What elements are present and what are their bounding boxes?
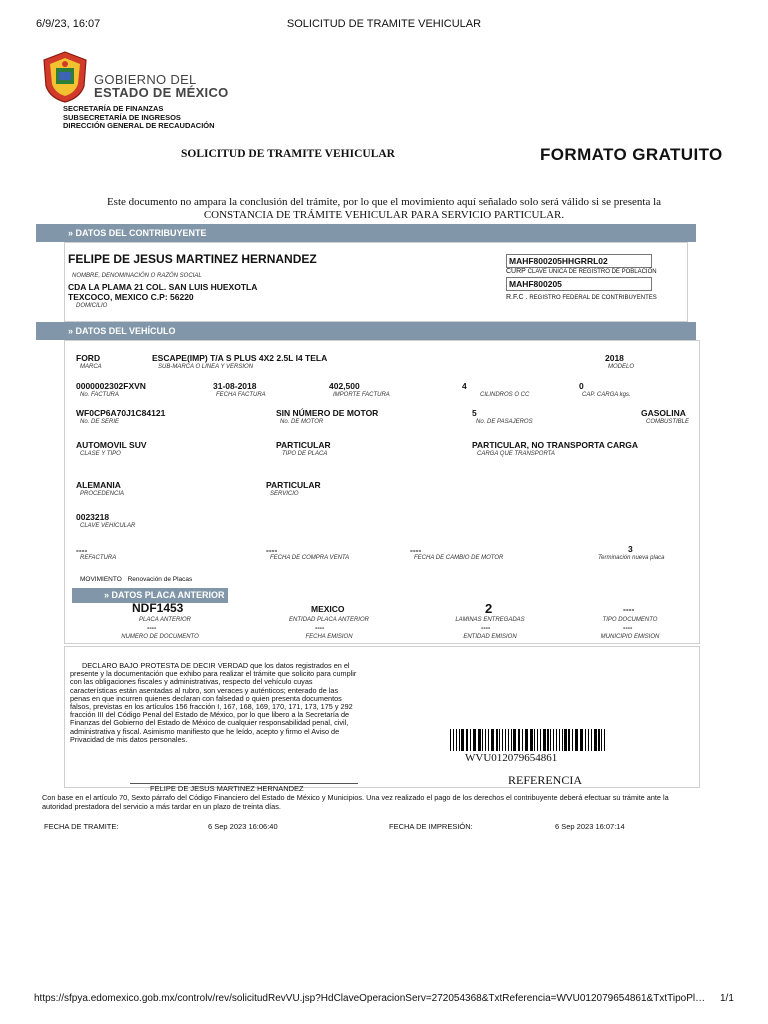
barcode-bar — [502, 729, 503, 751]
motor-label: No. DE MOTOR — [280, 419, 324, 425]
importe-value: 402,500 — [329, 381, 360, 391]
legal-line1: Con base en el artículo 70, Sexto párrafo del Código Financiero del Estado de México y Municipios. Una vez realizado el pago de los derechos el contribuyente deberá efectuar su trámite ante la — [42, 793, 669, 802]
contribuyente-nombre: FELIPE DE JESUS MARTINEZ HERNANDEZ — [68, 252, 317, 266]
declaracion-line: administrativa y fiscal. Asimismo manifiesto que he leído, acepto y firmo el Aviso de — [70, 726, 340, 736]
terminacion-label: Terminación nueva placa — [598, 555, 665, 561]
referencia-label: REFERENCIA — [508, 773, 583, 787]
barcode-bar — [470, 729, 471, 751]
curp-field: MAHF800205HHGRRL02 — [506, 254, 652, 268]
firma-nombre: FELIPE DE JESUS MARTINEZ HERNANDEZ — [150, 784, 304, 793]
motor-value: SIN NÚMERO DE MOTOR — [276, 408, 379, 418]
barcode-bar — [461, 729, 464, 751]
clase-value: AUTOMOVIL SUV — [76, 440, 147, 450]
section-title-placa: DATOS PLACA ANTERIOR — [111, 590, 225, 600]
document-title: SOLICITUD DE TRAMITE VEHICULAR — [181, 148, 395, 160]
clave-value: 0023218 — [76, 512, 110, 522]
print-page-title: SOLICITUD DE TRAMITE VEHICULAR — [286, 18, 482, 30]
declaracion-line: fracción III del Código Penal del Estado de México, por lo que libero a la Secretaría de — [70, 710, 350, 720]
movimiento-row — [80, 576, 192, 583]
barcode-value: WVU012079654861 — [465, 752, 558, 764]
rfc-field: MAHF800205 — [506, 277, 652, 291]
laminas-value: 2 — [485, 601, 493, 616]
movimiento-value: Renovación de Placas — [127, 576, 193, 583]
fecha-factura-label: FECHA FACTURA — [216, 392, 266, 398]
declaracion-line: falsos, previstas en los artículos 156 fracción I, 167, 168, 169, 170, 171, 173, 175 y 292 — [70, 702, 353, 712]
barcode-bar — [559, 729, 560, 751]
barcode-bar — [488, 729, 489, 751]
fecha-tramite-label: FECHA DE TRAMITE: — [44, 822, 119, 831]
declaracion-line: con las obligaciones fiscales y administrativas, respecto del vehículo cuyas — [70, 677, 313, 687]
barcode-bar — [482, 729, 483, 751]
barcode-bar — [553, 729, 554, 751]
barcode-bar — [604, 729, 605, 751]
placa-value: NDF1453 — [132, 601, 184, 615]
importe-label: IMPORTE FACTURA — [333, 392, 390, 398]
barcode-bar — [575, 729, 578, 751]
barcode-bar — [598, 729, 600, 751]
section-bar-contribuyente — [36, 224, 696, 242]
entidad-emision-value: ---- — [481, 625, 491, 632]
declaracion-line: características están asentadas al rubro, son veraces y auténticos; enterado de las — [70, 685, 339, 695]
fecha-emision-label: FECHA EMISION — [305, 634, 353, 640]
submarca-value: ESCAPE(IMP) T/A S PLUS 4X2 2.5L I4 TELA — [152, 353, 328, 363]
barcode-bar — [588, 729, 589, 751]
fecha-motor-value: ---- — [410, 545, 422, 555]
serie-label: No. DE SERIE — [80, 419, 120, 425]
rfc-label — [506, 294, 657, 301]
print-datetime: 6/9/23, 16:07 — [36, 18, 101, 30]
domicilio-label: DOMICILIO — [76, 303, 108, 309]
section-title-contribuyente: DATOS DEL CONTRIBUYENTE — [75, 228, 207, 238]
barcode-icon — [450, 729, 608, 751]
barcode-bar — [580, 729, 583, 751]
barcode-bar — [568, 729, 570, 751]
barcode-bar — [530, 729, 533, 751]
barcode-bar — [562, 729, 563, 751]
declaracion-line: Privacidad de mis datos personales. — [70, 734, 188, 744]
clave-label: CLAVE VEHICULAR — [80, 523, 136, 529]
barcode-bar — [540, 729, 541, 751]
tipo-placa-label: TIPO DE PLACA — [282, 451, 328, 457]
rfc-label-long: REGISTRO FEDERAL DE CONTRIBUYENTES — [529, 295, 657, 301]
declaracion-line: presente y la documentación que exhibo para realizar el trámite que solicito para cumplir — [70, 669, 357, 679]
barcode-bar — [456, 729, 457, 751]
combustible-label: COMBUSTIBLE — [646, 419, 690, 425]
laminas-label: LAMINAS ENTREGADAS — [455, 617, 525, 623]
fecha-impresion-label: FECHA DE IMPRESIÓN: — [389, 822, 473, 831]
legal-line2: autoridad prestadora del servicio a más tardar en un plazo de treinta días. — [42, 802, 281, 811]
barcode-bar — [591, 729, 592, 751]
fecha-emision-value: ---- — [315, 625, 325, 632]
barcode-bar — [525, 729, 528, 751]
domicilio-line2: TEXCOCO, MEXICO C.P: 56220 — [68, 292, 194, 302]
pasajeros-value: 5 — [472, 408, 477, 418]
factura-label: No. FACTURA — [80, 392, 119, 398]
procedencia-value: ALEMANIA — [76, 480, 121, 490]
clase-label: CLASE Y TIPO — [80, 451, 121, 457]
procedencia-label: PROCEDENCIA — [80, 491, 125, 497]
barcode-bar — [453, 729, 454, 751]
fecha-impresion-value: 6 Sep 2023 16:07:14 — [555, 822, 625, 831]
dependencia-2: SUBSECRETARÍA DE INGRESOS — [63, 112, 181, 122]
municipio-value: ---- — [623, 625, 633, 632]
curp-label — [506, 268, 657, 275]
num-doc-value: ---- — [147, 625, 157, 632]
curp-label-long: CLAVE UNICA DE REGISTRO DE POBLACIÓN — [527, 269, 657, 275]
barcode-bar — [534, 729, 535, 751]
logo-line1: GOBIERNO DEL — [94, 72, 197, 87]
barcode-bar — [550, 729, 551, 751]
logo-line2: ESTADO DE MÉXICO — [94, 85, 229, 100]
fecha-motor-label: FECHA DE CAMBIO DE MOTOR — [414, 555, 504, 561]
carga-transporta-value: PARTICULAR, NO TRANSPORTA CARGA — [472, 440, 639, 450]
dependencia-1: SECRETARÍA DE FINANZAS — [63, 104, 164, 113]
notice-line1: Este documento no ampara la conclusión del trámite, por lo que el movimiento aquí señalado solo será válido si se presenta la — [106, 196, 662, 208]
barcode-bar — [505, 729, 506, 751]
barcode-bar — [564, 729, 567, 751]
pasajeros-label: No. DE PASAJEROS — [476, 419, 533, 425]
fecha-tramite-value: 6 Sep 2023 16:06:40 — [208, 822, 278, 831]
num-doc-label: NUMERO DE DOCUMENTO — [121, 634, 199, 640]
modelo-label: MODELO — [608, 364, 635, 370]
declaracion-line: Finanzas del Gobierno del Estado de México de cualquier responsabilidad penal, civil, — [70, 718, 349, 728]
declaracion-text — [70, 662, 412, 744]
barcode-bar — [537, 729, 538, 751]
barcode-bar — [473, 729, 476, 751]
municipio-label: MUNICIPIO EMISION — [600, 634, 660, 640]
declaracion-line: penas en que incurren quienes declaran con falsedad o quien presenta documentos — [70, 693, 342, 703]
carga-value: 0 — [579, 381, 584, 391]
serie-value: WF0CP6A70J1C84121 — [76, 408, 166, 418]
nombre-label: NOMBRE, DENOMINACIÓN O RAZÓN SOCIAL — [72, 273, 202, 279]
submarca-label: SUB-MARCA O LINEA Y VERSION — [158, 364, 254, 370]
domicilio-line1: CDA LA PLAMA 21 COL. SAN LUIS HUEXOTLA — [68, 282, 258, 292]
marca-value: FORD — [76, 353, 101, 363]
barcode-bar — [585, 729, 586, 751]
fecha-compra-value: ---- — [266, 545, 278, 555]
barcode-bar — [511, 729, 512, 751]
fecha-compra-label: FECHA DE COMPRA VENTA — [270, 555, 350, 561]
section-bar-vehiculo — [36, 322, 696, 340]
double-chevron-icon: » — [68, 228, 74, 238]
dependencias — [63, 105, 215, 131]
state-seal-icon — [40, 50, 90, 104]
barcode-bar — [466, 729, 468, 751]
barcode-bar — [547, 729, 549, 751]
barcode-bar — [518, 729, 520, 751]
fecha-factura-value: 31-08-2018 — [213, 381, 257, 391]
barcode-bar — [499, 729, 500, 751]
refactura-label: REFACTURA — [80, 555, 117, 561]
terminacion-value: 3 — [628, 544, 633, 554]
cilindros-label: CILINDROS O CC — [480, 392, 530, 398]
barcode-bar — [485, 729, 486, 751]
formato-gratuito: FORMATO GRATUITO — [540, 145, 723, 164]
barcode-bar — [601, 729, 602, 751]
double-chevron-icon: » — [104, 590, 110, 600]
cilindros-value: 4 — [462, 381, 467, 391]
tipo-placa-value: PARTICULAR — [276, 440, 331, 450]
barcode-bar — [478, 729, 481, 751]
barcode-bar — [450, 729, 451, 751]
carga-transporta-label: CARGA QUE TRANSPORTA — [477, 451, 555, 457]
barcode-bar — [543, 729, 546, 751]
barcode-bar — [572, 729, 573, 751]
barcode-bar — [459, 729, 460, 751]
barcode-bar — [496, 729, 498, 751]
placa-label: PLACA ANTERIOR — [139, 617, 191, 623]
movimiento-label: MOVIMIENTO — [80, 576, 122, 583]
barcode-bar — [513, 729, 516, 751]
refactura-value: ---- — [76, 545, 88, 555]
dependencia-3: DIRECCIÓN GENERAL DE RECAUDACIÓN — [63, 121, 215, 130]
section-title-vehiculo: DATOS DEL VEHÍCULO — [75, 326, 176, 336]
footer-url: https://sfpya.edomexico.gob.mx/controlv/rev/solicitudRevVU.jsp?HdClaveOperacionServ=272054368&TxtReferencia=WVU012079654861&TxtTipoPl… — [34, 993, 706, 1004]
footer-page: 1/1 — [720, 993, 734, 1004]
declaracion-line: DECLARO BAJO PROTESTA DE DECIR VERDAD que los datos registrados en el — [82, 661, 350, 670]
tipo-doc-label: TIPO DOCUMENTO — [602, 617, 658, 623]
barcode-bar — [491, 729, 494, 751]
entidad-value: MEXICO — [311, 604, 345, 614]
entidad-emision-label: ENTIDAD EMISION — [463, 634, 517, 640]
carga-label: CAP. CARGA kgs. — [582, 392, 631, 398]
curp-label-short: CURP — [506, 268, 526, 275]
notice-line2: CONSTANCIA DE TRÁMITE VEHICULAR PARA SERVICIO PARTICULAR. — [203, 209, 565, 221]
marca-label: MARCA — [80, 364, 102, 370]
servicio-value: PARTICULAR — [266, 480, 321, 490]
tipo-doc-value: ---- — [623, 604, 635, 614]
barcode-bar — [556, 729, 557, 751]
modelo-value: 2018 — [605, 353, 624, 363]
rfc-label-short: R.F.C . — [506, 294, 528, 301]
barcode-bar — [594, 729, 597, 751]
barcode-bar — [508, 729, 509, 751]
double-chevron-icon: » — [68, 326, 74, 336]
factura-value: 0000002302FXVN — [76, 381, 146, 391]
servicio-label: SERVICIO — [270, 491, 299, 497]
barcode-bar — [522, 729, 523, 751]
combustible-value: GASOLINA — [641, 408, 686, 418]
entidad-label: ENTIDAD PLACA ANTERIOR — [289, 617, 369, 623]
